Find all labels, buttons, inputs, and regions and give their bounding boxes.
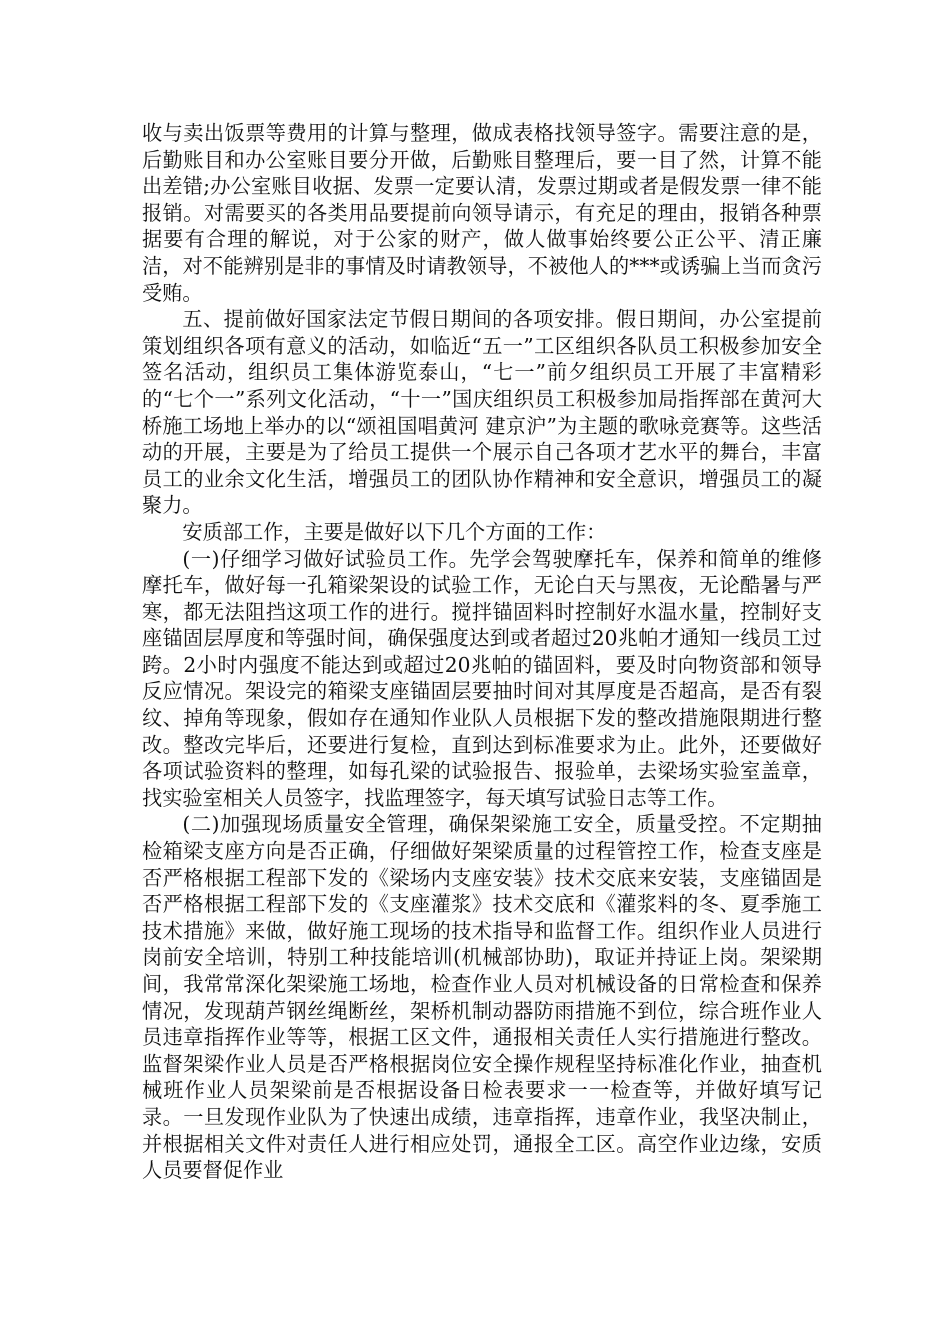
paragraph-safety-department-intro: 安质部工作，主要是做好以下几个方面的工作： xyxy=(182,519,607,544)
paragraph-holiday-arrangements: 五、提前做好国家法定节假日期间的各项安排。假日期间，办公室提前策划组织各项有意义的活动，如临近“五一”工区组织各队员工积极参加安全签名活动，组织员工集体游览泰山，“七一”前夕组织员工开展了丰富精彩的“七个一”系列文化活动，“十一”国庆组织员工积极参加局指挥部在黄河大桥施工场地上举办的以“颂祖国唱黄河 建京沪”为主题的歌咏竞赛等。这些活动的开展，主要是为了给员工提供一个展示自己各项才艺水平的舞台，丰富员工的业余文化生活，增强员工的团队协作精神和安全意识，增强员工的凝聚力。 xyxy=(142,307,822,518)
paragraph-finance-accounts: 收与卖出饭票等费用的计算与整理，做成表格找领导签字。需要注意的是，后勤账目和办公室账目要分开做，后勤账目整理后，要一目了然，计算不能出差错;办公室账目收据、发票一定要认清，发票过期或者是假发票一律不能报销。对需要买的各类用品要提前向领导请示，有充足的理由，报销各种票据要有合理的解说，对于公家的财产，做人做事始终要公正公平、清正廉洁，对不能辨别是非的事情及时请教领导，不被他人的***或诱骗上当而贪污受贿。 xyxy=(142,121,822,305)
paragraph-quality-safety-management: (二)加强现场质量安全管理，确保架梁施工安全，质量受控。不定期抽检箱梁支座方向是否正确，仔细做好架梁质量的过程管控工作，检查支座是否严格根据工程部下发的《梁场内支座安装》技术交底来安装，支座锚固是否严格根据工程部下发的《支座灌浆》技术交底和《灌浆料的冬、夏季施工技术措施》来做，做好施工现场的技术指导和监督工作。组织作业人员进行岗前安全培训，特别工种技能培训(机械部协助)，取证并持证上岗。架梁期间，我常常深化架梁施工场地，检查作业人员对机械设备的日常检查和保养情况，发现葫芦钢丝绳断丝，架桥机制动器防雨措施不到位，综合班作业人员违章指挥作业等等，根据工区文件，通报相关责任人实行措施进行整改。监督架梁作业人员是否严格根据岗位安全操作规程坚持标准化作业，抽查机械班作业人员架梁前是否根据设备日检表要求一一检查等，并做好填写记录。一旦发现作业队为了快速出成绩，违章指挥，违章作业，我坚决制止，并根据相关文件对责任人进行相应处罚，通报全工区。高空作业边缘，安质人员要督促作业 xyxy=(142,812,822,1183)
paragraph-test-work: (一)仔细学习做好试验员工作。先学会驾驶摩托车，保养和简单的维修摩托车，做好每一孔箱梁架设的试验工作，无论白天与黑夜，无论酷暑与严寒，都无法阻挡这项工作的进行。搅拌锚固料时控制好水温水量，控制好支座锚固层厚度和等强时间，确保强度达到或者超过20兆帕才通知一线员工过跨。2小时内强度不能达到或超过20兆帕的锚固料，要及时向物资部和领导反应情况。架设完的箱梁支座锚固层要抽时间对其厚度是否超高，是否有裂纹、掉角等现象，假如存在通知作业队人员根据下发的整改措施限期进行整改。整改完毕后，还要进行复检，直到达到标准要求为止。此外，还要做好各项试验资料的整理，如每孔梁的试验报告、报验单，去梁场实验室盖章，找实验室相关人员签字，找监理签字，每天填写试验日志等工作。 xyxy=(142,546,822,810)
document-body xyxy=(142,120,822,1184)
